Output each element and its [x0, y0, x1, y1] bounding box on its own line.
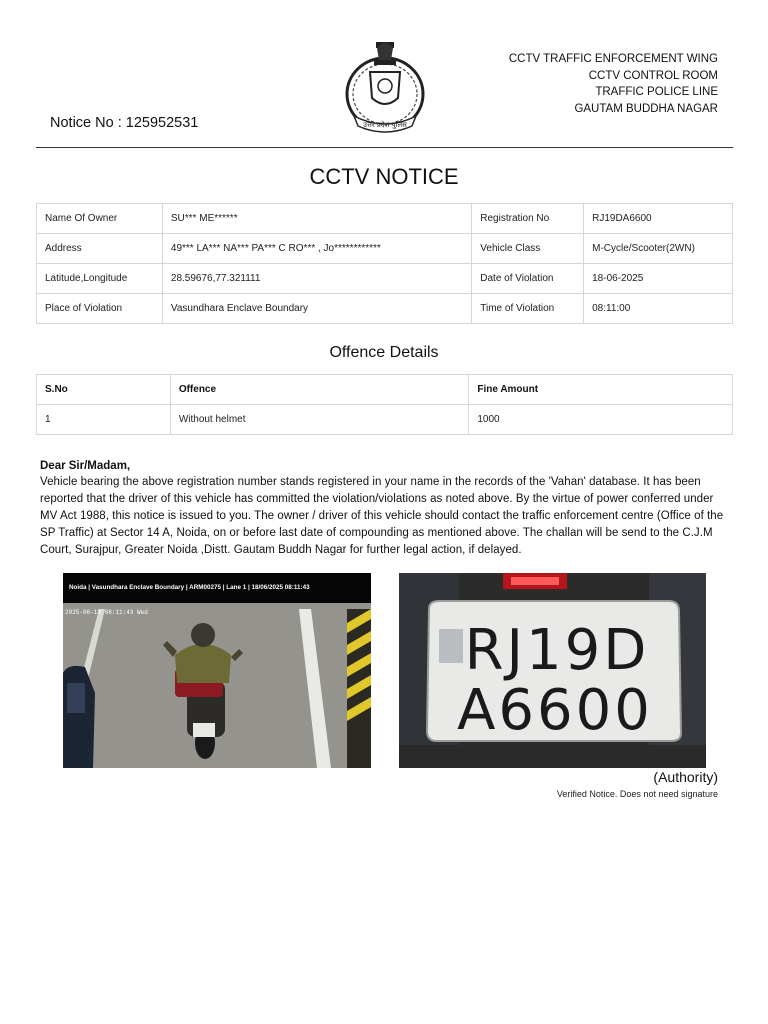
table-cell: RJ19DA6600 [584, 204, 733, 234]
issuing-office [509, 51, 718, 117]
org-line: GAUTAM BUDDHA NAGAR [574, 102, 718, 115]
svg-text:A6600: A6600 [457, 678, 653, 743]
table-cell: Address [37, 234, 163, 264]
table-row [37, 405, 733, 435]
svg-text:2025-06-18 08:11:43 Wed: 2025-06-18 08:11:43 Wed [65, 609, 148, 616]
table-cell: Date of Violation [472, 264, 584, 294]
offence-table [36, 374, 733, 435]
table-cell: 1 [37, 405, 171, 435]
table-row [37, 294, 733, 324]
table-row [37, 204, 733, 234]
table-cell: Vehicle Class [472, 234, 584, 264]
table-cell: 1000 [469, 405, 733, 435]
column-header: S.No [37, 375, 171, 405]
org-line: CCTV TRAFFIC ENFORCEMENT WING [508, 53, 718, 65]
offence-section-title: Offence Details [329, 344, 439, 361]
table-cell: 18-06-2025 [584, 264, 733, 294]
table-cell: Registration No [472, 204, 584, 234]
svg-text:RJ19D: RJ19D [464, 618, 650, 683]
notice-body: Vehicle bearing the above registration number stands registered in your name in the records of the 'Vahan' database. It has been reported that the driver of this vehicle has committed the violation/violations as noted above. By the virtue of power conferred under MV Act 1988, this notice is issued to you. The owner / driver of this vehicle should contact the traffic enforcement centre (Office of the SP Traffic) at Sector 14 A, Noida, on or before last date of compounding as mentioned above. The challan will be send to the C.J.M Court, Surajpur, Greater Noida ,Distt. Gautam Buddh Nagar for further legal action, if delayed. [40, 476, 724, 556]
notice-number: Notice No : 125952531 [50, 115, 199, 131]
header-divider [36, 147, 733, 148]
authority-label: (Authority) [653, 769, 718, 785]
page-title: CCTV NOTICE [309, 164, 459, 189]
cctv-capture-image [63, 573, 371, 768]
owner-info-table [36, 203, 733, 324]
org-line: TRAFFIC POLICE LINE [595, 86, 718, 99]
verified-notice-text: Verified Notice. Does not need signature [556, 789, 718, 799]
table-cell: 49*** LA*** NA*** PA*** C RO*** , Jo************ [162, 234, 471, 264]
table-cell: SU*** ME****** [162, 204, 471, 234]
number-plate-image [399, 573, 706, 768]
table-cell: 28.59676,77.321111 [162, 264, 471, 294]
up-police-emblem [340, 36, 430, 136]
column-header: Offence [170, 375, 469, 405]
table-cell: Name Of Owner [37, 204, 163, 234]
table-cell: Place of Violation [37, 294, 163, 324]
table-cell: Latitude,Longitude [37, 264, 163, 294]
table-cell: 08:11:00 [584, 294, 733, 324]
table-row [37, 264, 733, 294]
column-header: Fine Amount [469, 375, 733, 405]
table-cell: Time of Violation [472, 294, 584, 324]
table-header-row [37, 375, 733, 405]
table-cell: Vasundhara Enclave Boundary [162, 294, 471, 324]
salutation: Dear Sir/Madam, [40, 460, 131, 472]
org-line: CCTV CONTROL ROOM [588, 69, 718, 82]
table-cell: Without helmet [170, 405, 469, 435]
table-cell: M-Cycle/Scooter(2WN) [584, 234, 733, 264]
svg-text:Noida | Vasundhara Enclave Bou: Noida | Vasundhara Enclave Boundary | ARM00275 | Lane 1 | 18/06/2025 08:11:43 [69, 584, 310, 591]
svg-text:उत्तर प्रदेश पुलिस: उत्तर प्रदेश पुलिस [363, 121, 407, 129]
table-row [37, 234, 733, 264]
